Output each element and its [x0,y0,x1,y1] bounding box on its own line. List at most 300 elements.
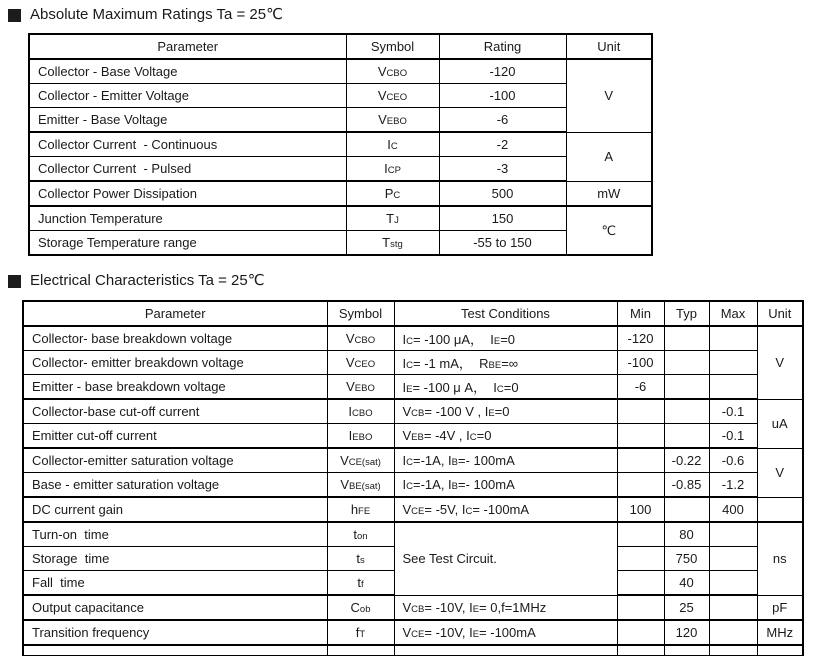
cell-text: V [775,465,785,480]
table-cell [327,645,394,656]
cell-text: uA [771,416,788,431]
column-header: Rating [439,34,566,59]
table-cell [617,595,664,620]
cell-text: Junction Temperature [38,211,163,226]
cell-text: = -5V, I [424,502,466,517]
cell-text: = -1 mA， R [413,356,489,371]
cell-text: t [356,551,360,566]
cell-text: -6 [634,379,647,394]
table-cell [394,351,617,375]
table-cell [23,399,327,424]
table-cell [346,181,439,206]
cell-text: =-1A, I [413,477,452,492]
cell-text: = -10V, I [424,625,473,640]
cell-text: V [402,625,412,640]
cell-text: V [345,355,355,370]
cell-text: Collector - Base Voltage [38,64,178,79]
subscript-text: C [496,384,504,395]
table-cell [617,522,664,547]
subscript-text: BE [488,360,502,371]
subscript-text: B [451,457,459,468]
table-cell [439,84,566,108]
table-cell [23,620,327,645]
table-row [29,231,652,256]
column-header: Unit [566,34,652,59]
column-header: Min [617,301,664,326]
table-cell [346,84,439,108]
table-cell [757,497,803,522]
table-cell [664,595,709,620]
subscript-text: E [493,336,501,347]
table-cell [664,399,709,424]
cell-text: I [348,428,353,443]
subscript-text: C [406,360,413,371]
table-cell [346,157,439,182]
subscript-text: E [488,408,495,419]
cell-text: Transition frequency [32,625,150,640]
cell-text: V [340,453,349,468]
cell-text: =0 [476,428,492,443]
cell-text: V [377,88,387,103]
table-cell [439,231,566,256]
cell-text: -0.1 [721,404,745,419]
table-cell [709,522,757,547]
table-row [29,206,652,231]
subscript-text: E [472,629,480,640]
cell-text: A [604,149,614,164]
cell-text: = -4V , I [423,428,470,443]
cell-text: -0.1 [721,428,745,443]
subscript-text: C [393,190,401,201]
cell-text: V [402,404,412,419]
table-cell [346,108,439,133]
table-cell [327,375,394,400]
table-cell [23,473,327,498]
subscript-text: CBO [386,68,408,79]
table-cell [29,231,346,256]
cell-text: Collector- base breakdown voltage [32,331,233,346]
table-cell [664,571,709,596]
table-cell [394,448,617,473]
electrical-characteristics-table [22,300,804,656]
table-cell [394,473,617,498]
cell-text: V [345,331,355,346]
cell-text: -0.85 [671,477,702,492]
table-cell [23,424,327,449]
cell-text: pF [772,599,788,615]
subscript-text: CBO [352,408,373,419]
subscript-text: CBO [354,335,376,346]
table-cell [709,351,757,375]
cell-text: -3 [496,161,509,176]
table-cell [346,206,439,231]
table-cell [23,571,327,596]
table-cell [617,571,664,596]
cell-text: V [377,64,387,79]
subscript-text: EB [411,432,424,443]
cell-text: 40 [679,575,694,590]
cell-text: V [402,599,412,615]
cell-text: V [604,88,614,104]
table-cell [327,522,394,547]
subscript-text: EBO [354,383,375,394]
cell-text: T [382,235,391,250]
subscript-text: C [406,336,413,347]
table-row [23,351,803,375]
table-row [23,375,803,400]
table-cell [566,59,652,132]
table-cell [617,620,664,645]
subscript-text: CB [411,603,425,615]
subscript-text: B [451,481,459,492]
table-cell [29,181,346,206]
table-cell [394,497,617,522]
table-cell [394,326,617,351]
subscript-text: CE [411,506,425,517]
subscript-text: CE [411,629,425,640]
table-row [23,473,803,498]
column-header: Symbol [327,301,394,326]
table-cell [617,326,664,351]
table-row [29,84,652,108]
table-cell [709,595,757,620]
cell-text: V [378,112,387,127]
cell-text: 100 [629,502,652,517]
table-cell [617,645,664,656]
subscript-text: C [406,457,413,468]
table-row [29,132,652,157]
cell-text: Collector Current - Pulsed [38,161,192,176]
cell-text: -0.6 [721,453,745,468]
cell-text: 400 [722,502,744,517]
table-cell [709,473,757,498]
table-cell [757,645,803,656]
cell-text: V [340,477,349,492]
table-cell [709,620,757,645]
subscript-text: J [394,215,399,226]
column-header: Test Conditions [394,301,617,326]
cell-text: =-1A, I [413,453,452,468]
subscript-text: C [406,481,413,492]
cell-text: = -100mA [472,502,530,517]
cell-text: = -100 μ A， I [412,380,497,395]
table-header-row [29,34,652,59]
cell-text: See Test Circuit. [402,551,497,567]
section-marker-icon [8,275,21,288]
table-cell [664,424,709,449]
table-cell [327,595,394,620]
cell-text: -100 [627,355,654,370]
cell-text: T [386,211,395,226]
cell-text: Storage Temperature range [38,235,197,250]
subscript-text: CEO [354,359,376,370]
subscript-text: C [469,432,477,443]
cell-text: I [402,477,407,492]
table-cell [23,326,327,351]
table-cell [29,84,346,108]
table-cell [327,399,394,424]
table-cell [566,181,652,206]
table-row [29,108,652,133]
table-cell [29,206,346,231]
table-cell [327,571,394,596]
cell-text: -120 [627,331,654,346]
cell-text: -1.2 [721,477,745,492]
table-cell [394,645,617,656]
table-cell [709,645,757,656]
cell-text: 25 [679,600,694,615]
cell-text: Emitter - Base Voltage [38,112,168,127]
cell-text: V [402,428,412,443]
table-cell [327,424,394,449]
table-cell [394,375,617,400]
cell-text: C [350,600,360,615]
table-cell [327,497,394,522]
table-cell [617,351,664,375]
table-cell [327,351,394,375]
table-cell [664,375,709,400]
table-cell [439,59,566,84]
table-cell [23,497,327,522]
table-cell [664,497,709,522]
table-row [23,595,803,620]
cell-text: -100 [489,88,516,103]
table-cell [617,473,664,498]
table-cell [327,326,394,351]
subscript-text: E [472,603,480,615]
table-cell [439,206,566,231]
table-cell [23,351,327,375]
table-cell [394,620,617,645]
subscript-text: CEO [386,92,408,103]
table-cell [757,595,803,620]
cell-text: Collector Current - Continuous [38,137,218,152]
table-cell [709,424,757,449]
table-cell [709,448,757,473]
cell-text: Base - emitter saturation voltage [32,477,220,492]
cell-text: Output capacitance [32,600,145,615]
table-cell [439,181,566,206]
table-cell [327,448,394,473]
cell-text: Turn-on time [32,527,109,542]
column-header: Parameter [23,301,327,326]
table-cell [757,620,803,645]
table-cell [566,206,652,255]
table-cell [394,424,617,449]
table-cell [617,547,664,571]
table-cell [757,399,803,448]
cell-text: ℃ [601,222,617,238]
table-cell [617,497,664,522]
cell-text: I [387,137,391,152]
cell-text: t [357,575,361,590]
cell-text: I [402,332,407,347]
cell-text: P [384,186,394,201]
table-cell [346,231,439,256]
table-cell [664,522,709,547]
table-cell [23,595,327,620]
subscript-text: s [359,555,365,566]
cell-text: h [350,502,359,517]
section-heading-absolute-maximum-ratings [8,6,283,24]
table-row [23,645,803,656]
table-cell [709,547,757,571]
cell-text: = -10V, I [424,599,473,615]
subscript-text: ob [359,604,371,615]
subscript-text: CP [387,165,401,176]
cell-text: -6 [496,112,509,127]
table-cell [394,522,617,595]
table-cell [29,132,346,157]
cell-text: MHz [766,625,794,640]
table-cell [664,620,709,645]
cell-text: 120 [675,625,698,640]
subscript-text: on [357,531,368,542]
subscript-text: CB [411,408,425,419]
cell-text: 150 [491,211,514,226]
column-header: Symbol [346,34,439,59]
section-title: Electrical Characteristics Ta = 25℃ [30,272,265,289]
subscript-text: EBO [386,116,407,127]
table-cell [757,448,803,497]
cell-text: Fall time [32,575,85,590]
cell-text: Collector-emitter saturation voltage [32,453,234,468]
table-cell [664,326,709,351]
table-cell [23,448,327,473]
cell-text: Emitter cut-off current [32,428,157,443]
table-cell [709,326,757,351]
cell-text: = -100 μA， I [413,332,494,347]
table-cell [617,448,664,473]
cell-text: Collector Power Dissipation [38,186,197,201]
table-cell [327,473,394,498]
table-cell [23,375,327,400]
table-cell [394,595,617,620]
cell-text: ns [772,551,787,567]
table-row [29,157,652,182]
column-header: Max [709,301,757,326]
table-row [29,59,652,84]
cell-text: =- 100mA [458,453,515,468]
column-header: Typ [664,301,709,326]
table-row [23,399,803,424]
table-cell [617,399,664,424]
subscript-text: T [359,629,366,640]
table-row [23,497,803,522]
cell-text: V [346,379,355,394]
cell-text: f [355,625,360,640]
section-title: Absolute Maximum Ratings Ta = 25℃ [30,6,283,23]
cell-text: DC current gain [32,502,124,517]
cell-text: Collector - Emitter Voltage [38,88,190,103]
cell-text: Collector-base cut-off current [32,404,200,419]
cell-text: =- 100mA [458,477,515,492]
table-cell [709,497,757,522]
table-cell [709,571,757,596]
table-cell [346,59,439,84]
table-cell [394,399,617,424]
cell-text: = -100 V , I [424,404,489,419]
table-cell [757,326,803,399]
subscript-text: EBO [352,432,373,443]
table-row [23,424,803,449]
subscript-text: C [465,506,473,517]
table-cell [23,522,327,547]
cell-text: =0 [494,404,510,419]
section-heading-electrical-characteristics [8,272,265,290]
subscript-text: FE [358,506,371,517]
cell-text: 80 [679,527,694,542]
subscript-text: CE(sat) [348,457,381,468]
table-cell [23,547,327,571]
cell-text: I [402,453,407,468]
column-header: Unit [757,301,803,326]
table-row [29,181,652,206]
table-cell [664,448,709,473]
table-row [23,620,803,645]
table-cell [664,547,709,571]
section-marker-icon [8,9,21,22]
cell-text: mW [597,185,621,201]
table-cell [23,645,327,656]
table-cell [439,132,566,157]
cell-text: -120 [489,64,516,79]
table-cell [439,108,566,133]
cell-text: -0.22 [671,453,702,468]
table-row [23,522,803,547]
table-cell [664,351,709,375]
cell-text: =0 [500,332,516,347]
cell-text: 500 [491,186,514,201]
cell-text: Storage time [32,551,110,566]
table-row [23,448,803,473]
table-cell [566,132,652,181]
cell-text: 750 [675,551,698,566]
column-header: Parameter [29,34,346,59]
cell-text: =∞ [501,356,519,371]
cell-text: =0 [503,380,519,395]
cell-text: Emitter - base breakdown voltage [32,379,226,394]
table-cell [29,59,346,84]
cell-text: Collector- emitter breakdown voltage [32,355,244,370]
table-cell [29,157,346,182]
table-cell [617,424,664,449]
cell-text: -2 [496,137,509,152]
table-cell [29,108,346,133]
table-cell [709,399,757,424]
table-cell [664,473,709,498]
table-cell [709,375,757,400]
table-cell [664,645,709,656]
table-header-row [23,301,803,326]
table-cell [439,157,566,182]
subscript-text: stg [390,239,403,250]
cell-text: I [348,404,353,419]
cell-text: -55 to 150 [473,235,532,250]
cell-text: I [402,356,407,371]
cell-text: = -100mA [479,625,536,640]
table-cell [327,547,394,571]
cell-text: V [775,355,785,371]
absolute-maximum-ratings-table [28,33,653,256]
subscript-text: E [406,384,413,395]
cell-text: V [402,502,412,517]
subscript-text: C [390,141,398,152]
table-cell [346,132,439,157]
table-cell [617,375,664,400]
table-row [23,326,803,351]
subscript-text: BE(sat) [348,481,381,492]
